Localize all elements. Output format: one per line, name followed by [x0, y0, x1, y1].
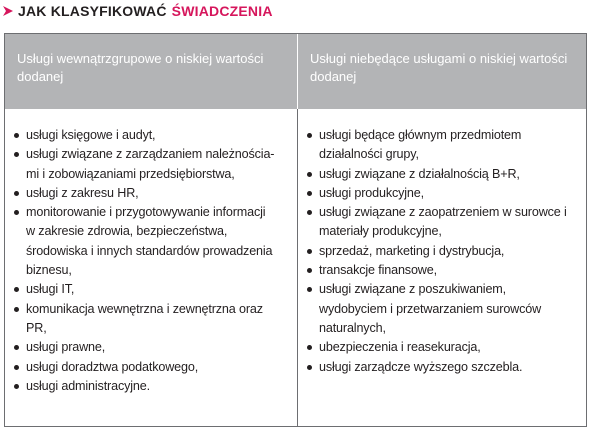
- header-low-value-services: Usługi wewnątrzgrupowe o niskiej wartości dodanej: [5, 34, 298, 109]
- column-low-value-services: [5, 109, 298, 426]
- bullet-icon: [14, 384, 19, 389]
- arrow-right-icon: [2, 5, 14, 17]
- low-value-services-list: [13, 126, 289, 396]
- bullet-icon: [307, 210, 312, 215]
- list-item: [306, 358, 580, 377]
- list-item-text: usługi IT,: [26, 282, 75, 297]
- list-item: [306, 203, 580, 242]
- list-item-text: komunikacja wewnętrzna i zewnętrzna oraz PR,: [26, 301, 263, 335]
- header-non-low-value-services: Usługi niebędące usługami o niskiej wartości dodanej: [310, 51, 568, 84]
- list-item-text: transakcje finansowe,: [319, 263, 437, 278]
- non-low-value-services-list: [306, 126, 580, 377]
- list-item-text: usługi z zakresu HR,: [26, 185, 139, 200]
- list-item: [306, 280, 580, 338]
- list-item-text: usługi będące głównym przedmiotem działalności grupy,: [319, 128, 522, 162]
- bullet-icon: [307, 365, 312, 370]
- bullet-icon: [307, 172, 312, 177]
- services-table: [4, 33, 587, 427]
- list-item-text: usługi związane z poszukiwaniem, wydobyciem i przetwarzaniem surowców naturalnych,: [319, 282, 542, 335]
- list-item: [306, 184, 580, 203]
- table-body: [5, 109, 586, 426]
- bullet-icon: [14, 307, 19, 312]
- bullet-icon: [14, 152, 19, 157]
- bullet-icon: [14, 345, 19, 350]
- list-item: [306, 338, 580, 357]
- list-item: [13, 358, 289, 377]
- list-item: [13, 184, 289, 203]
- list-item-text: ubezpieczenia i reasekuracja,: [319, 340, 481, 355]
- list-item-text: usługi administracyjne.: [26, 378, 150, 393]
- list-item: [13, 145, 289, 184]
- table-header: [5, 34, 586, 109]
- list-item: [306, 242, 580, 261]
- list-item: [13, 126, 289, 145]
- list-item: [13, 203, 289, 280]
- bullet-icon: [307, 268, 312, 273]
- list-item: [13, 377, 289, 396]
- list-item: [306, 165, 580, 184]
- list-item-text: monitorowanie i przygotowywanie informacji w zakresie zdrowia, bezpieczeństwa, środowiska i innych standardów prowadzenia biznesu,: [26, 205, 273, 278]
- bullet-icon: [14, 133, 19, 138]
- list-item-text: usługi związane z zaopatrzeniem w surowce i materiały produkcyjne,: [319, 205, 567, 239]
- list-item: [306, 126, 580, 165]
- column-non-low-value-services: [298, 109, 586, 426]
- bullet-icon: [14, 191, 19, 196]
- bullet-icon: [307, 249, 312, 254]
- list-item-text: sprzedaż, marketing i dystrybucja,: [319, 243, 505, 258]
- bullet-icon: [14, 287, 19, 292]
- list-item: [13, 280, 289, 299]
- bullet-icon: [307, 345, 312, 350]
- list-item-text: usługi prawne,: [26, 340, 106, 355]
- list-item-text: usługi doradztwa podatkowego,: [26, 359, 199, 374]
- list-item-text: usługi związane z działalnością B+R,: [319, 166, 520, 181]
- bullet-icon: [14, 210, 19, 215]
- bullet-icon: [14, 365, 19, 370]
- title-main: JAK KLASYFIKOWAĆ: [18, 3, 167, 19]
- list-item-text: usługi produkcyjne,: [319, 185, 424, 200]
- bullet-icon: [307, 133, 312, 138]
- list-item-text: usługi zarządcze wyższego szczebla.: [319, 359, 523, 374]
- list-item: [306, 261, 580, 280]
- bullet-icon: [307, 287, 312, 292]
- section-title: [2, 2, 273, 20]
- list-item-text: usługi związane z zarządzaniem należnościa- mi i zobowiązaniami przedsiębiorstwa,: [26, 147, 275, 181]
- title-accent: ŚWIADCZENIA: [171, 3, 273, 19]
- list-item: [13, 338, 289, 357]
- bullet-icon: [307, 191, 312, 196]
- list-item: [13, 300, 289, 339]
- list-item-text: usługi księgowe i audyt,: [26, 128, 156, 142]
